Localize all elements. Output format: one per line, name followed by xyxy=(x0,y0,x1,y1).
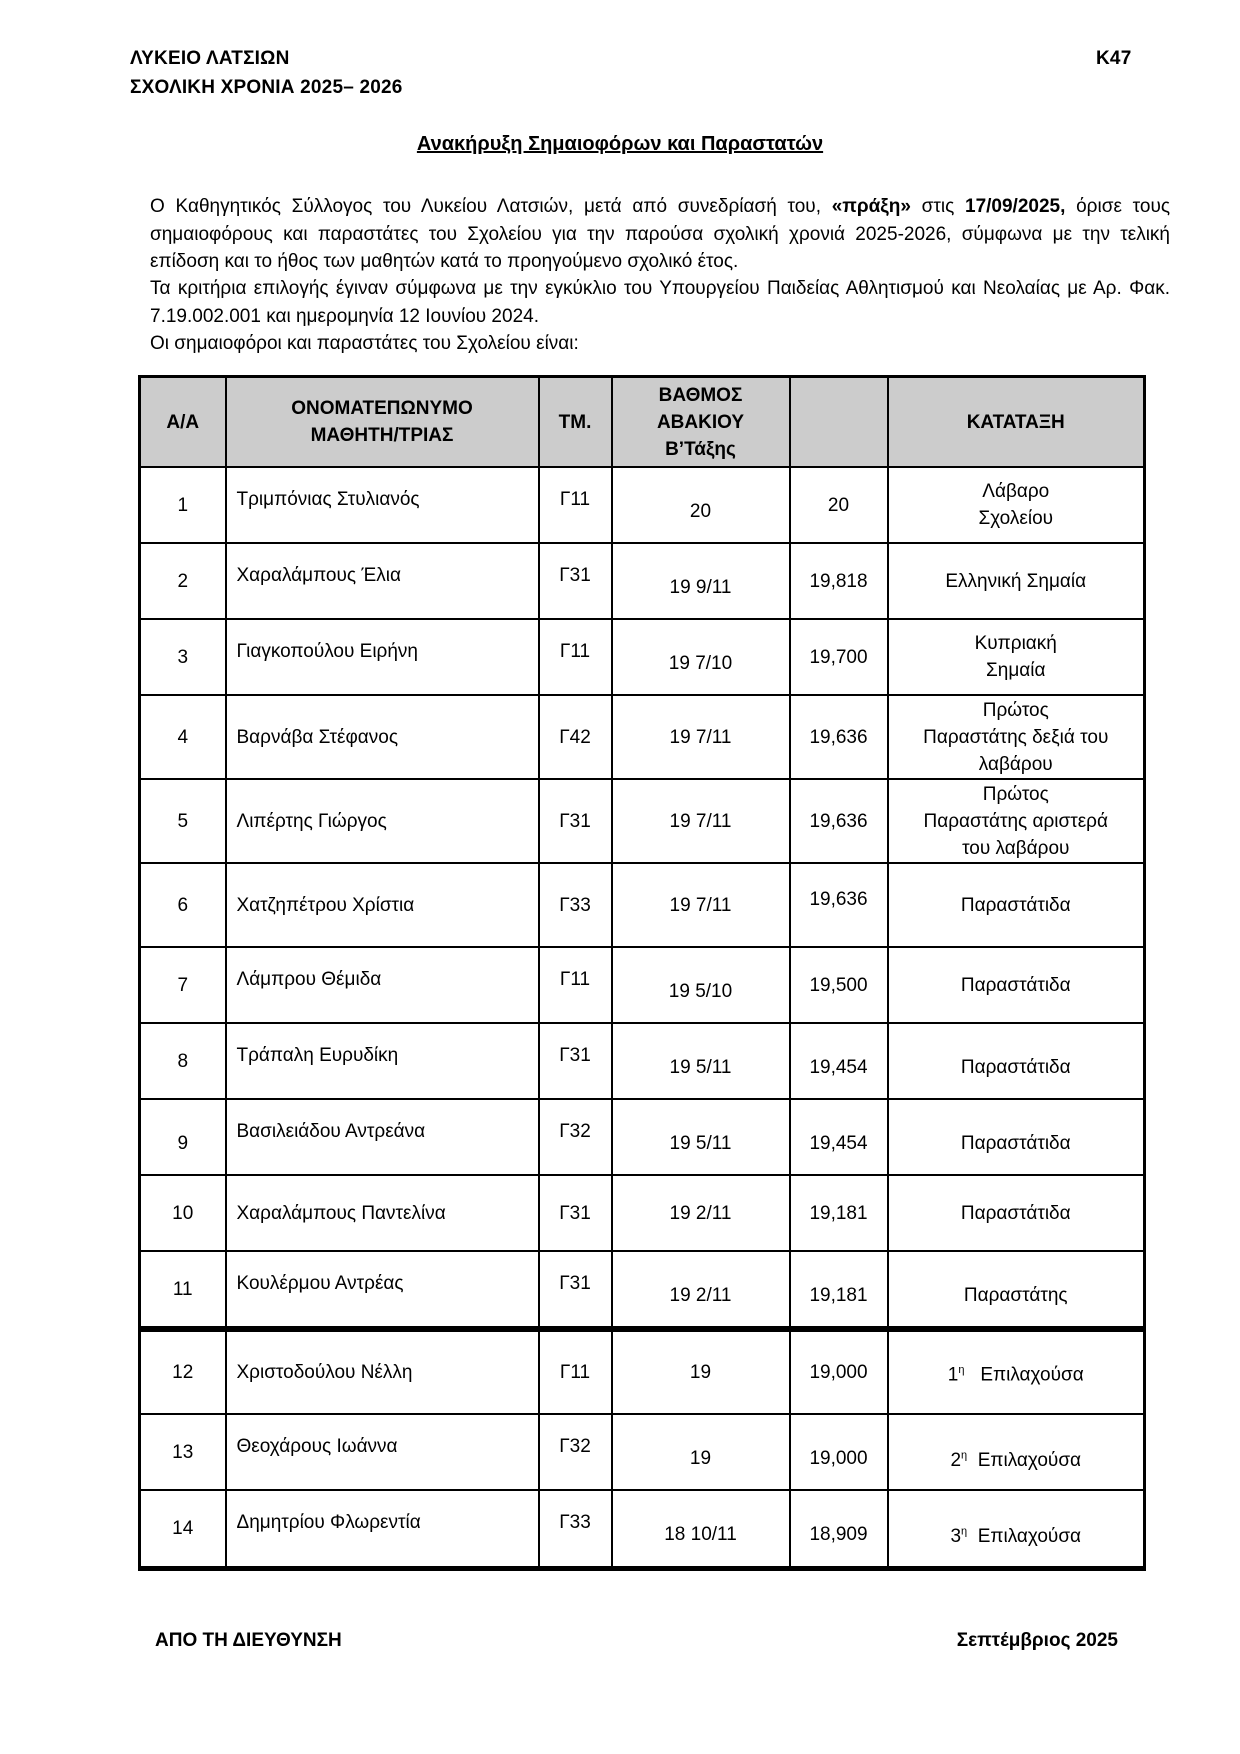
table-row: 2 Χαραλάμπους Έλια Γ31 19 9/11 19,818 Ελληνική Σημαία xyxy=(140,543,1145,619)
header-name: ΟΝΟΜΑΤΕΠΩΝΥΜΟ ΜΑΘΗΤΗ/ΤΡΙΑΣ xyxy=(226,377,539,468)
table-row: 1 Τριμπόνιας Στυλιανός Γ11 20 20 Λάβαρο Σχολείου xyxy=(140,467,1145,543)
flag-bearers-table xyxy=(138,375,1146,1571)
decision-date: 17/09/2025, xyxy=(965,196,1066,217)
header-rank: ΚΑΤΑΤΑΞΗ xyxy=(888,377,1145,468)
footer-signature: ΑΠΟ ΤΗ ΔΙΕΥΘΥΝΣΗ xyxy=(155,1630,342,1651)
intro-paragraph: Ο Καθηγητικός Σύλλογος του Λυκείου Λατσιών, μετά από συνεδρίασή του, «πράξη» στις 17/09/2025, όρισε τους σημαιοφόρους και παραστάτες του Σχολείου για την παρούσα σχολική χρονιά 2025-2026, σύμφωνα με την τελική επίδοση και το ήθος των μαθητών κατά το προηγούμενο σχολικό έτος. xyxy=(150,196,1171,272)
document-title: Ανακήρυξη Σημαιοφόρων και Παραστατών xyxy=(416,133,824,155)
table-row: 11 Κουλέρμου Αντρέας Γ31 19 2/11 19,181 Παραστάτης xyxy=(140,1251,1145,1329)
table-row: 12 Χριστοδούλου Νέλλη Γ11 19 19,000 $1^\eta$ Επιλαχούσα xyxy=(140,1329,1145,1414)
header-aa: Α/Α xyxy=(140,377,226,468)
table-row: 3 Γιαγκοπούλου Ειρήνη Γ11 19 7/10 19,700 Κυπριακή Σημαία xyxy=(140,619,1145,695)
decision-label: «πράξη» xyxy=(831,196,911,217)
header-decimal xyxy=(790,377,888,468)
table-row: 6 Χατζηπέτρου Χρίστια Γ33 19 7/11 19,636 Παραστάτιδα xyxy=(140,863,1145,947)
document-code: Κ47 xyxy=(1096,48,1132,69)
school-year: ΣΧΟΛΙΚΗ ΧΡΟΝΙΑ 2025– 2026 xyxy=(130,77,403,98)
table-row: 14 Δημητρίου Φλωρεντία Γ33 18 10/11 18,909 $3^\eta$ Επιλαχούσα xyxy=(140,1490,1145,1568)
list-intro: Οι σημαιοφόροι και παραστάτες του Σχολείου είναι: xyxy=(150,333,579,354)
header-grade: ΒΑΘΜΟΣ ΑΒΑΚΙΟΥ Β’Τάξης xyxy=(612,377,790,468)
table-row: 5 Λιπέρτης Γιώργος Γ31 19 7/11 19,636 Πρώτος Παραστάτης αριστερά του λαβάρου xyxy=(140,779,1145,863)
footer-date: Σεπτέμβριος 2025 xyxy=(956,1630,1118,1651)
table-row: 13 Θεοχάρους Ιωάννα Γ32 19 19,000 $2^\eta$ Επιλαχούσα xyxy=(140,1414,1145,1490)
school-name: ΛΥΚΕΙΟ ΛΑΤΣΙΩΝ xyxy=(130,48,290,69)
table-row: 4 Βαρνάβα Στέφανος Γ42 19 7/11 19,636 Πρώτος Παραστάτης δεξιά του λαβάρου xyxy=(140,695,1145,779)
criteria-paragraph: Τα κριτήρια επιλογής έγιναν σύμφωνα με την εγκύκλιο του Υπουργείου Παιδείας Αθλητισμού και Νεολαίας με Αρ. Φακ. 7.19.002.001 και ημερομηνία 12 Ιουνίου 2024. xyxy=(150,278,1170,327)
table-row: 8 Τράπαλη Ευρυδίκη Γ31 19 5/11 19,454 Παραστάτιδα xyxy=(140,1023,1145,1099)
table-row: 7 Λάμπρου Θέμιδα Γ11 19 5/10 19,500 Παραστάτιδα xyxy=(140,947,1145,1023)
table-row: 10 Χαραλάμπους Παντελίνα Γ31 19 2/11 19,181 Παραστάτιδα xyxy=(140,1175,1145,1251)
table-row: 9 Βασιλειάδου Αντρεάνα Γ32 19 5/11 19,454 Παραστάτιδα xyxy=(140,1099,1145,1175)
table-header-row xyxy=(140,377,1145,468)
header-class: ΤΜ. xyxy=(539,377,612,468)
